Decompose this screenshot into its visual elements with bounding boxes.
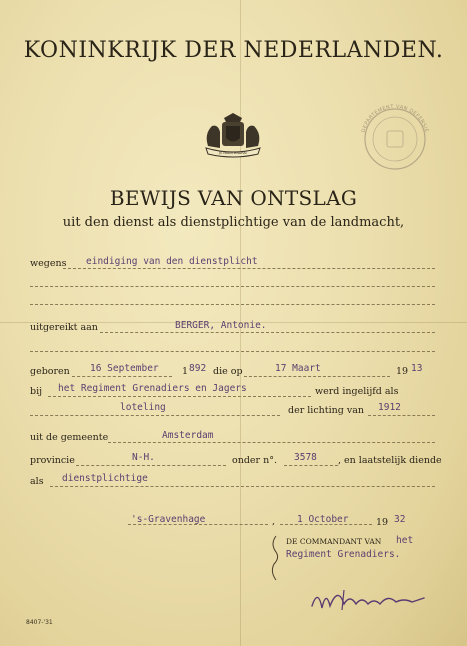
enlist-date: 17 Maart [275,363,321,374]
document-subtitle: uit den dienst als dienstplichtige van de landmacht, [62,215,405,230]
provincie-label: provincie [30,455,75,466]
wegens-line [63,268,435,269]
name-line [100,332,435,333]
lichting-line [368,415,435,416]
enlist-year-prefix: 19 [396,366,409,377]
bracket-mark-icon [266,534,284,584]
birth-date: 16 September [90,363,159,374]
stamp-text: DEPARTEMENT VAN DEFENSIE [360,103,430,134]
number-line [284,465,338,466]
comma-separator: , [272,516,276,527]
blank-line [30,351,435,352]
year-value: 32 [394,514,406,525]
date-value: 1 October [297,514,349,525]
birth-year-prefix: 1 [182,366,189,377]
wegens-label: wegens [30,258,67,269]
svg-text:DEPARTEMENT VAN DEFENSIE [361,104,430,133]
commander-value-2: Regiment Grenadiers. [286,549,401,560]
lichting-label: der lichting van [288,405,365,416]
commander-value-1: het [396,535,414,546]
gemeente-line [108,442,435,443]
print-code: 8407-'31 [26,619,53,626]
kingdom-title: KONINKRIJK DER NEDERLANDEN. [23,38,444,63]
document-title: BEWIJS VAN ONTSLAG [109,186,358,210]
unit-value: het Regiment Grenadiers en Jagers [58,383,247,394]
bij-label: bij [30,386,43,397]
ingelijfd-label: werd ingelijfd als [315,386,399,397]
lichting-year: 1912 [378,402,401,413]
als-label: als [30,476,44,487]
crest-motto: JE MAINTIENDRAI [219,151,247,155]
number-value: 3578 [294,452,317,463]
provincie-value: N-H. [132,452,155,463]
blank-line [30,286,435,287]
year-prefix: 19 [376,517,389,528]
handwritten-signature-icon [308,580,428,616]
place-value: 's-Gravenhage [131,514,206,525]
last-role-value: dienstplichtige [62,473,148,484]
gemeente-label: uit de gemeente [30,432,109,443]
last-role-line [50,486,435,487]
enlist-line [244,376,390,377]
unit-line [48,396,311,397]
role-value: loteling [120,402,166,413]
name-value: BERGER, Antonie. [175,320,267,331]
birth-line [72,376,172,377]
enlist-year: 13 [411,363,423,374]
provincie-line [76,465,226,466]
wegens-value: eindiging van den dienstplicht [86,256,258,267]
commander-label: DE COMMANDANT VAN [286,537,382,546]
place-line [128,524,268,525]
blank-line [30,304,435,305]
gemeente-value: Amsterdam [162,430,214,441]
geboren-label: geboren [30,366,70,377]
die-op-label: die op [213,366,243,377]
ministry-seal-stamp-icon [356,103,434,171]
uitgereikt-label: uitgereikt aan [30,322,98,333]
royal-coat-of-arms-icon [200,112,266,164]
role-line [30,415,280,416]
onder-label: onder n°. [232,455,277,466]
diende-label: , en laatstelijk diende [338,455,442,466]
birth-year: 892 [189,363,207,374]
